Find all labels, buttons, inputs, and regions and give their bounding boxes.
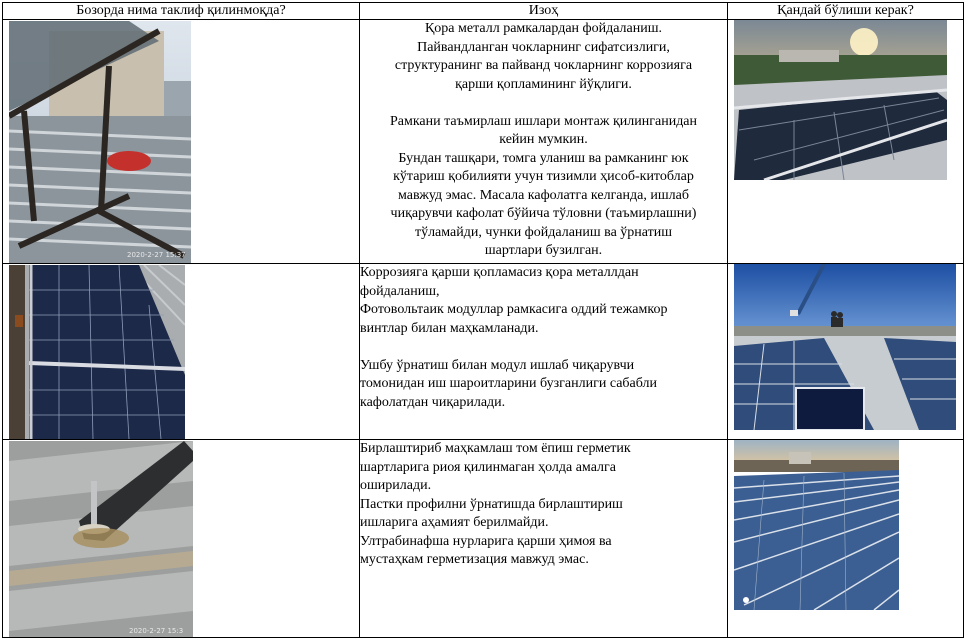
- comment-line: Фотовольтаик модуллар рамкасига оддий тежамкор: [360, 302, 668, 317]
- comment-line: тўламайди, чунки фойдаланиш ва ўрнатиш: [414, 224, 673, 240]
- photo-timestamp: 2020-2-27 15:3: [129, 627, 184, 635]
- comment-line: Қора металл рамкалардан фойдаланиш.: [424, 21, 663, 36]
- comment-line: структуранинг ва пайванд чокларнинг коррозияга: [394, 58, 693, 73]
- comparison-table: [2, 2, 964, 638]
- market-photo-cell: [3, 20, 360, 264]
- header-row: [3, 3, 964, 20]
- header-how-it-should-be: Қандай бўлиши керак?: [728, 3, 964, 20]
- comment-line: Рамкани таъмирлаш ишлари монтаж қилинганидан: [389, 113, 698, 129]
- comment-line: қарши қопламининг йўқлиги.: [455, 76, 632, 92]
- roof-fastener-photo: [9, 441, 193, 637]
- screwed-module-photo: [9, 265, 185, 439]
- table-row: [3, 440, 964, 638]
- comment-line: кейин мумкин.: [499, 132, 588, 147]
- comment-cell: [360, 440, 728, 638]
- comment-line: Бундан ташқари, томга уланиш ва рамканинг юк: [398, 150, 689, 166]
- sealed-rail-array-photo: [734, 440, 899, 610]
- comment-line: мавжуд эмас. Масала кафолатга келганда, ишлаб: [398, 187, 689, 203]
- comment-line: кафолатдан чиқарилади.: [360, 394, 506, 410]
- comment-line: Пайвандланган чокларнинг сифатсизлиги,: [417, 39, 670, 55]
- comment-cell: [360, 264, 728, 440]
- header-market-offer: Бозорда нима таклиф қилинмоқда?: [3, 3, 360, 20]
- correct-installation-photo: [734, 20, 947, 180]
- comment-line: Бирлаштириб маҳкамлаш том ёпиш герметик: [360, 441, 631, 456]
- comment-line: Пастки профилни ўрнатишда бирлаштириш: [360, 496, 623, 512]
- comment-line: мустаҳкам герметизация мавжуд эмас.: [360, 552, 589, 567]
- comment-line: оширилади.: [360, 478, 432, 493]
- comment-line: томонидан иш шароитларини бузганлиги сабабли: [360, 376, 658, 391]
- rooftop-array-photo: [734, 264, 956, 430]
- comment-line: Ултрабинафша нурларига қарши ҳимоя ва: [360, 533, 612, 549]
- table-row: [3, 20, 964, 264]
- comment-line: винтлар билан маҳкамланади.: [360, 320, 539, 336]
- comment-line: шартларига риоя қилинмаган ҳолда амалга: [360, 459, 616, 475]
- comment-cell: [360, 20, 728, 264]
- correct-photo-cell: [728, 20, 964, 264]
- header-comment: Изоҳ: [360, 3, 728, 20]
- correct-photo-cell: [728, 440, 964, 638]
- market-photo-cell: [3, 264, 360, 440]
- photo-timestamp: 2020-2-27 15:37: [127, 251, 186, 259]
- comment-line: ишларига аҳамият берилмайди.: [360, 515, 549, 530]
- comment-line: чиқарувчи кафолат бўйича тўловни (таъмирлашни): [390, 206, 697, 221]
- rusty-frame-photo: [9, 21, 191, 263]
- comment-line: Коррозияга қарши қопламасиз қора металлдан: [360, 265, 639, 280]
- market-photo-cell: [3, 440, 360, 638]
- table-row: [3, 264, 964, 440]
- comment-line: фойдаланиш,: [360, 283, 440, 299]
- comment-line: Ушбу ўрнатиш билан модул ишлаб чиқарувчи: [360, 357, 635, 373]
- correct-photo-cell: [728, 264, 964, 440]
- comment-line: кўтариш қобилияти учун тизимли ҳисоб-китоблар: [393, 169, 694, 184]
- comment-line: шартлари бузилган.: [484, 243, 603, 258]
